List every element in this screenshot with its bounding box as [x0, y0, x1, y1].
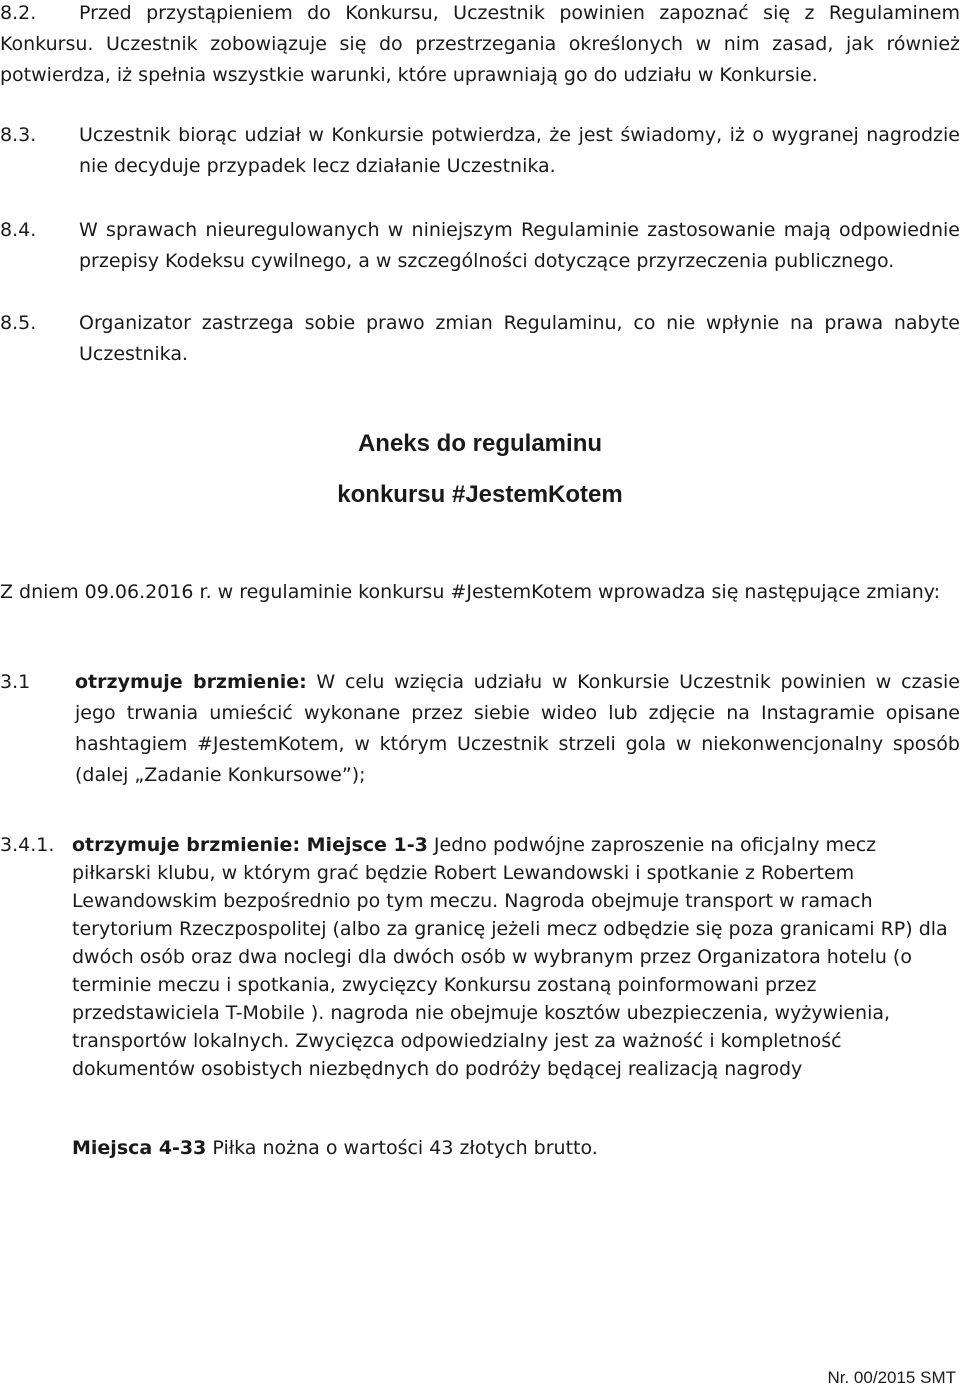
annex-item-3-4-1 — [0, 831, 960, 1083]
section-8-5 — [0, 308, 960, 370]
annex-title: Aneks do regulaminu — [357, 430, 603, 457]
annex-item-3-1 — [0, 667, 960, 791]
section-number: 8.4. — [0, 219, 37, 241]
item-text: W celu wzięcia udziału w Konkursie Uczestnik powinien w czasie jego trwania umieścić wykonane przez siebie wideo lub zdjęcie na Instagramie opisane hashtagiem #JestemKotem, w którym Uczestnik strzeli gola w niekonwencjonalny sposób (dalej „Zadanie Konkursowe”); — [75, 671, 960, 786]
section-8-4 — [0, 215, 960, 277]
item-body — [72, 831, 952, 1083]
section-text: Organizator zastrzega sobie prawo zmian Regulaminu, co nie wpłynie na prawa nabyte Uczestnika. — [79, 312, 960, 365]
section-text: W sprawach nieuregulowanych w niniejszym Regulaminie zastosowanie mają odpowiednie przepisy Kodeksu cywilnego, a w szczególności dotyczące przyrzeczenia publicznego. — [79, 219, 960, 272]
annex-intro: Z dniem 09.06.2016 r. w regulaminie konkursu #JestemKotem wprowadza się następujące zmiany: — [0, 581, 941, 603]
section-number: 8.5. — [0, 312, 37, 334]
item-number: 3.4.1. — [0, 834, 55, 856]
item-number: 3.1 — [0, 671, 31, 693]
annex-subtitle: konkursu #JestemKotem — [337, 481, 623, 508]
section-8-3 — [0, 120, 960, 182]
section-text: Uczestnik biorąc udział w Konkursie potwierdza, że jest świadomy, iż o wygranej nagrodzie nie decyduje przypadek lecz działanie Uczestnika. — [79, 124, 960, 177]
prize-bold-lead: Miejsca 4-33 — [72, 1137, 207, 1159]
item-bold-lead: otrzymuje brzmienie: Miejsce 1-3 — [72, 834, 428, 856]
item-bold-lead: otrzymuje brzmienie: — [75, 671, 307, 693]
section-text: Przed przystąpieniem do Konkursu, Uczestnik powinien zapoznać się z Regulaminem Konkursu. Uczestnik zobowiązuje się do przestrzegania określonych w nim zasad, jak również potwierdza, iż spełnia wszystkie warunki, które uprawniają go do udziału w Konkursie. — [0, 2, 960, 86]
page-footer: Nr. 00/2015 SMT — [827, 1368, 956, 1387]
section-number: 8.2. — [0, 2, 37, 24]
prize-text: Piłka nożna o wartości 43 złotych brutto. — [206, 1137, 598, 1159]
section-number: 8.3. — [0, 124, 37, 146]
section-8-2 — [0, 0, 960, 91]
item-text: Jedno podwójne zaproszenie na oficjalny mecz piłkarski klubu, w którym grać będzie Robert Lewandowski i spotkanie z Robertem Lewandowskim bezpośrednio po tym meczu. Nagroda obejmuje transport w ramach terytorium Rzeczpospolitej (albo za granicę jeżeli mecz odbędzie się poza granicami RP) dla dwóch osób oraz dwa noclegi dla dwóch osób w wybranym przez Organizatora hotelu (o terminie meczu i spotkania, zwycięzcy Konkursu zostaną poinformowani przez przedstawiciela T-Mobile ). nagroda nie obejmuje kosztów ubezpieczenia, wyżywienia, transportów lokalnych. Zwycięzca odpowiedzialny jest za ważność i kompletność dokumentów osobistych niezbędnych do podróży będącej realizacją nagrody — [72, 834, 948, 1080]
item-body — [75, 667, 960, 791]
prize-4-33 — [72, 1133, 598, 1163]
